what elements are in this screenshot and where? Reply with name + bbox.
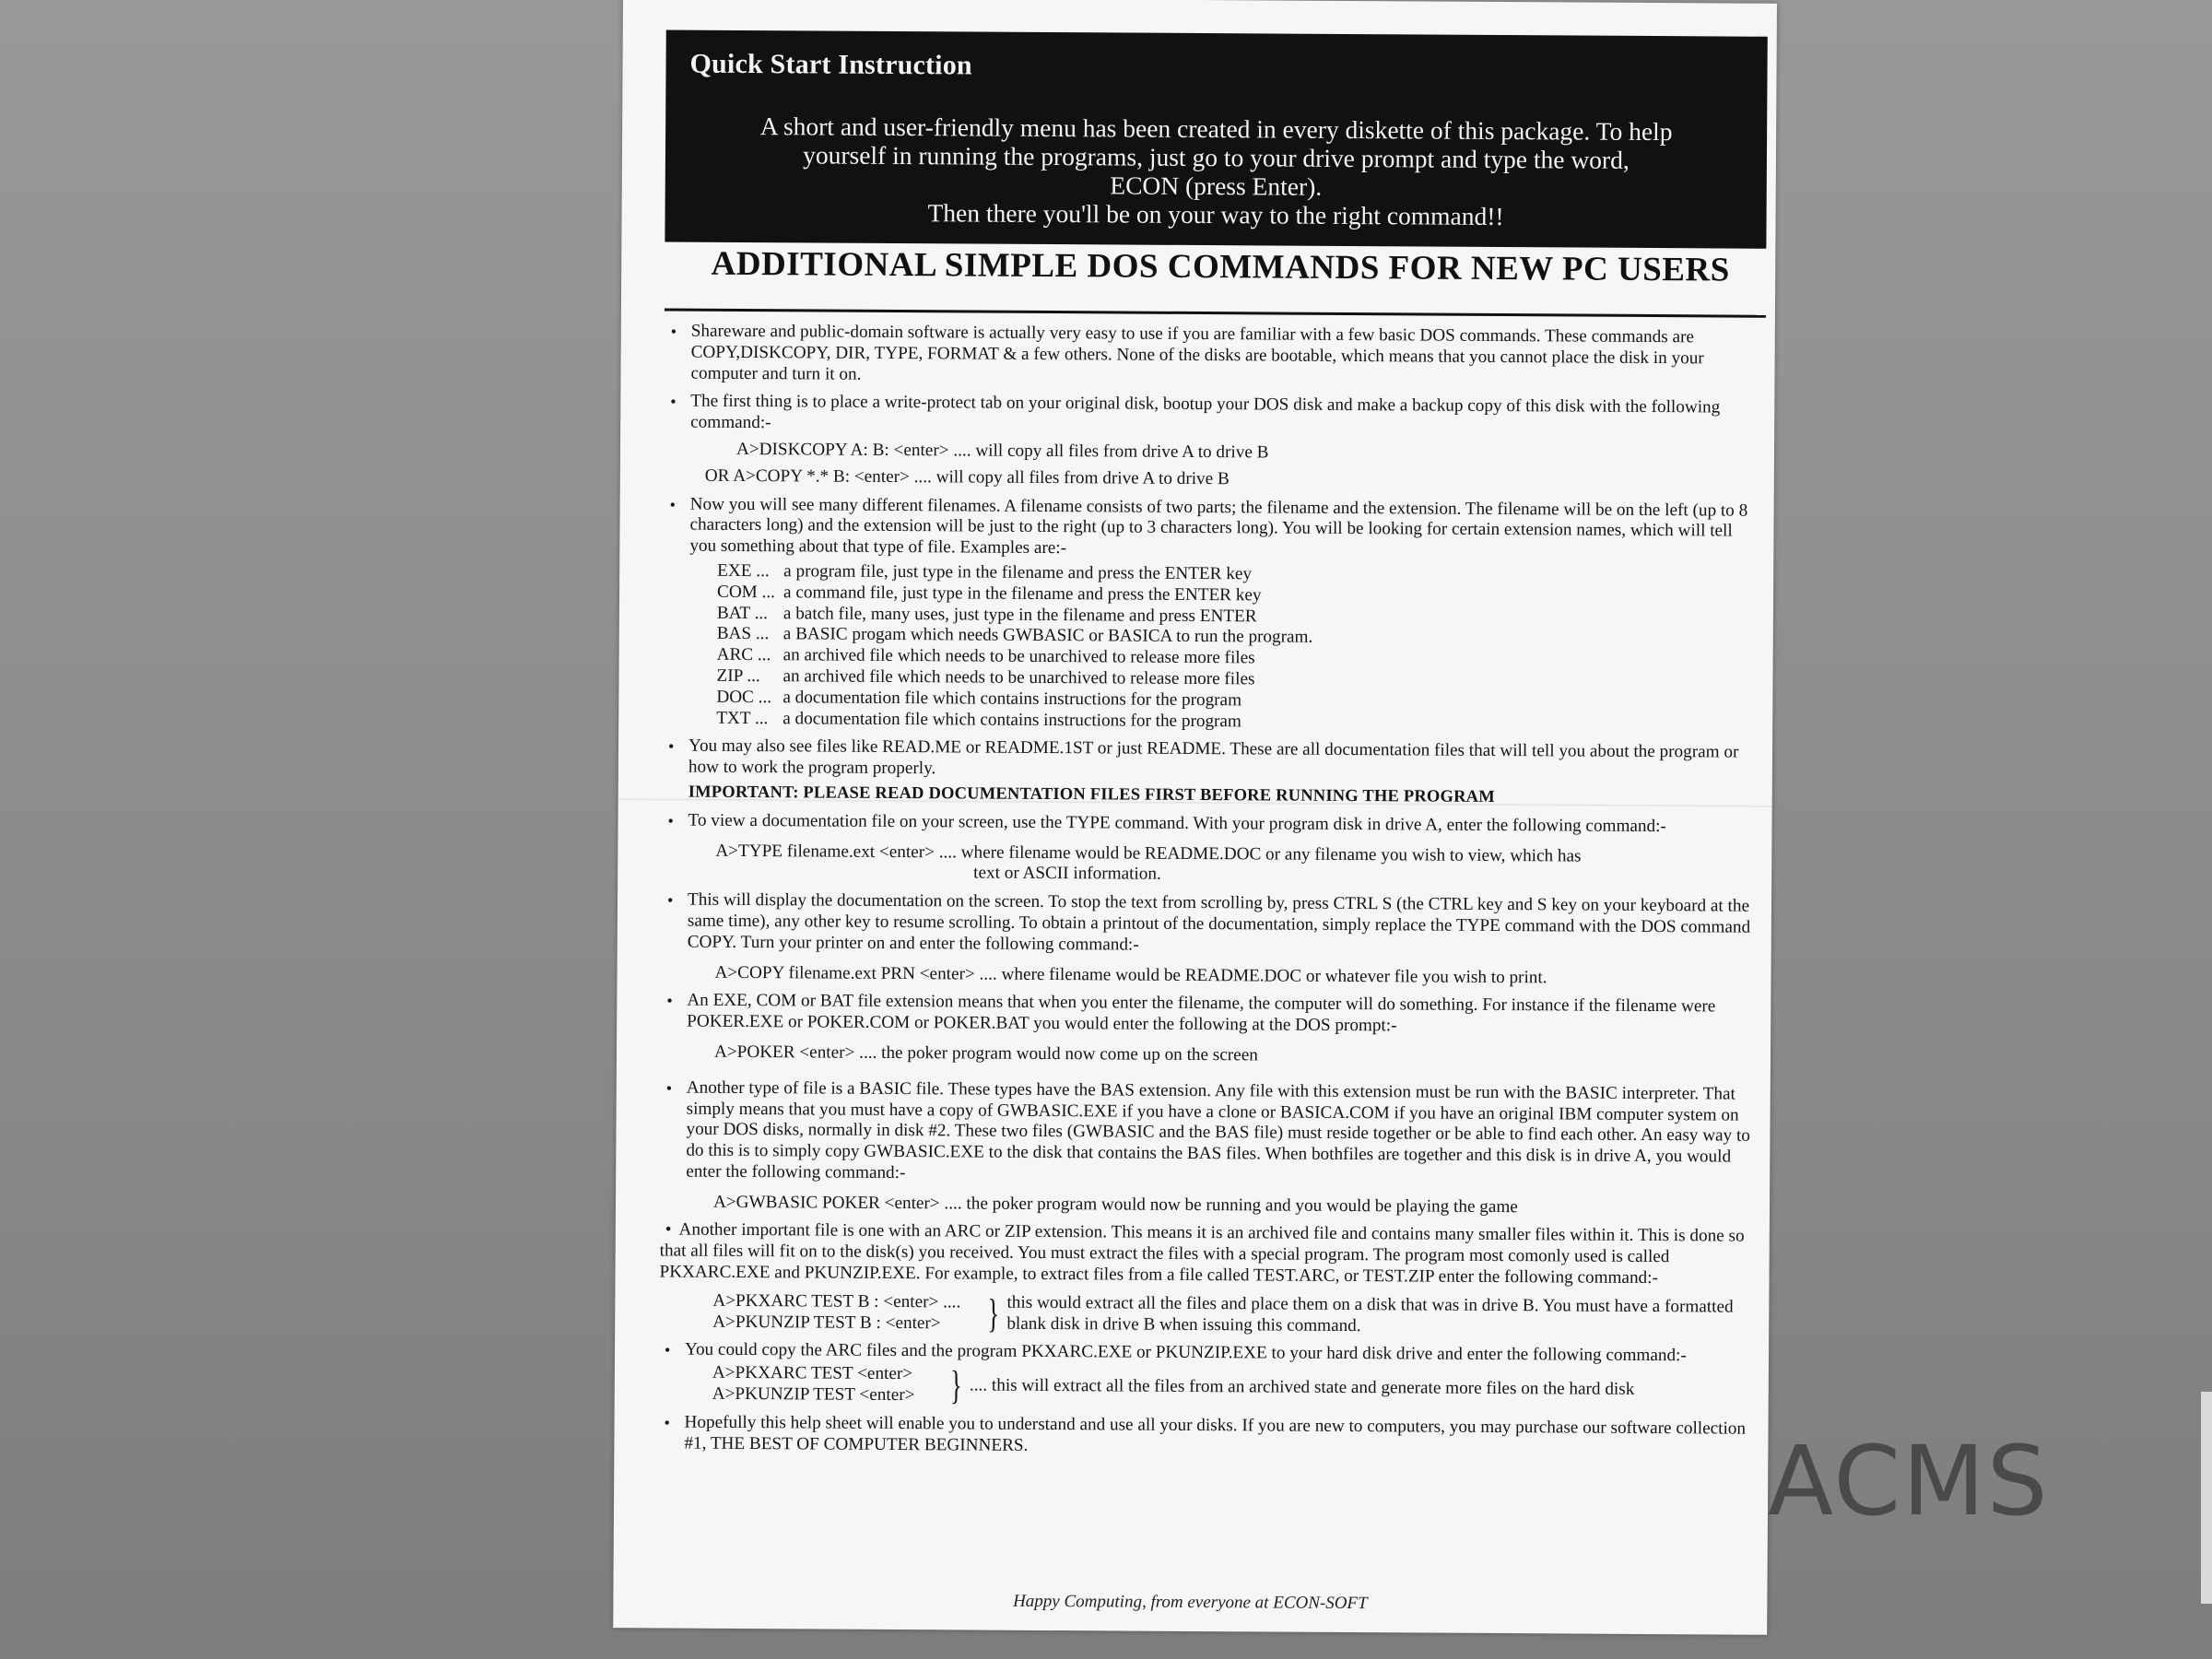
command-line: A>PKXARC TEST B : <enter> .... bbox=[712, 1290, 961, 1312]
command-line: A>TYPE filename.ext <enter> .... where filename would be README.DOC or any filename you wish to view, which has bbox=[715, 841, 1582, 866]
document-body bbox=[658, 313, 1764, 1461]
command-line: A>GWBASIC POKER <enter> .... the poker program would now be running and you would be playing the game bbox=[712, 1192, 1518, 1217]
brace-icon: } bbox=[949, 1362, 962, 1408]
banner-line: A short and user-friendly menu has been created in every diskette of this package. To help bbox=[759, 112, 1673, 147]
banner-line: yourself in running the programs, just go to your drive prompt and type the word, bbox=[803, 140, 1630, 174]
command-line: A>PKUNZIP TEST B : <enter> bbox=[712, 1312, 941, 1333]
watermark: ACMS bbox=[1768, 1425, 2050, 1537]
command-group bbox=[659, 1290, 1758, 1339]
command-line: OR A>COPY *.* B: <enter> .... will copy all files from drive A to drive B bbox=[704, 465, 1230, 488]
paragraph-text: You may also see files like READ.ME or README.1ST or just README. These are all documentation files that will tell you about the program or how to work the program properly. bbox=[688, 735, 1739, 779]
extension-name: EXE ... bbox=[717, 560, 770, 582]
command-group bbox=[659, 1363, 1758, 1412]
paragraph-text: Shareware and public-domain software is actually very easy to use if you are familiar with a few basic DOS commands. These commands are COPY,DISKCOPY, DIR, TYPE, FORMAT & a few others. None of the disks are bootable, which means that you cannot place the disk in your computer and turn it on. bbox=[690, 321, 1704, 384]
command-lines bbox=[712, 1363, 943, 1406]
quick-start-banner bbox=[665, 29, 1767, 248]
banner-body bbox=[701, 112, 1730, 232]
bullet-icon: • bbox=[665, 1219, 672, 1241]
brace-icon: } bbox=[987, 1290, 1000, 1336]
bullet-icon: • bbox=[664, 1413, 670, 1432]
paragraph-text: An EXE, COM or BAT file extension means that when you enter the filename, the computer will do something. For instance if the filename were POKER.EXE or POKER.COM or POKER.BAT you would enter the following at the DOS prompt:- bbox=[687, 990, 1716, 1036]
paragraph bbox=[665, 392, 1763, 441]
paragraph bbox=[661, 991, 1759, 1040]
extension-name: BAS ... bbox=[716, 624, 770, 644]
extension-desc: a command file, just type in the filename and press the ENTER key bbox=[783, 582, 1262, 606]
paragraph bbox=[665, 321, 1763, 391]
paragraph bbox=[664, 494, 1762, 564]
extension-name: DOC ... bbox=[716, 687, 772, 707]
footer-signoff: Happy Computing, from everyone at ECON-SOFT bbox=[1013, 1591, 1368, 1614]
bullet-icon: • bbox=[665, 1078, 673, 1098]
paragraph bbox=[658, 1412, 1757, 1461]
command-note: this would extract all the files and place them on a disk that was in drive B. You must have a formatted blank disk in drive B when issuing this command. bbox=[1006, 1292, 1734, 1335]
extension-list bbox=[663, 560, 1762, 735]
command-line-continued: text or ASCII information. bbox=[973, 863, 1161, 885]
extension-name: BAT ... bbox=[716, 603, 769, 623]
extension-desc: an archived file which needs to be unarchived to release more files bbox=[782, 645, 1255, 668]
bullet-icon: • bbox=[669, 495, 677, 514]
paragraph bbox=[662, 890, 1760, 960]
command-lines bbox=[712, 1291, 980, 1335]
bullet-icon: • bbox=[666, 890, 674, 910]
bullet-icon: • bbox=[670, 322, 677, 341]
paragraph bbox=[662, 810, 1760, 838]
command-line: A>PKUNZIP TEST <enter> bbox=[712, 1383, 915, 1406]
bullet-icon: • bbox=[666, 991, 673, 1010]
bullet-icon: • bbox=[664, 1340, 671, 1359]
extension-name: COM ... bbox=[717, 582, 776, 602]
command-line: A>COPY filename.ext PRN <enter> .... where filename would be README.DOC or whatever file you wish to print. bbox=[714, 962, 1547, 987]
instruction-sheet bbox=[613, 0, 1777, 1635]
paragraph-text: Now you will see many different filenames. A filename consists of two parts; the filename and the extension. The filename will be on the left (up to 8 characters long) and the extension will be just to the right (up to 3 characters long). You will be looking for certain extension names, which will tell you something about that type of file. Examples are:- bbox=[689, 494, 1748, 559]
banner-line: ECON (press Enter). bbox=[1110, 171, 1323, 201]
paragraph-text: To view a documentation file on your screen, use the TYPE command. With your program disk in drive A, enter the following command:- bbox=[688, 810, 1666, 836]
extension-desc: a batch file, many uses, just type in the filename and press ENTER bbox=[782, 603, 1257, 626]
paragraph bbox=[663, 736, 1761, 785]
command-line: A>PKXARC TEST <enter> bbox=[712, 1363, 913, 1384]
bullet-icon: • bbox=[670, 392, 677, 411]
page-heading: ADDITIONAL SIMPLE DOS COMMANDS FOR NEW PC USERS bbox=[711, 244, 1730, 289]
extension-desc: a BASIC progam which needs GWBASIC or BASICA to run the program. bbox=[782, 624, 1313, 648]
command-note: .... this will extract all the files from an archived state and generate more files on the hard disk bbox=[969, 1375, 1635, 1399]
paragraph-text: The first thing is to place a write-protect tab on your original disk, bootup your DOS disk and make a backup copy of this disk with the following command:- bbox=[690, 392, 1721, 433]
paragraph bbox=[660, 1077, 1759, 1189]
paragraph bbox=[659, 1220, 1758, 1290]
banner-line: Then there you'll be on your way to the right command!! bbox=[927, 198, 1504, 231]
bullet-icon: • bbox=[667, 736, 675, 756]
paragraph-text: Another type of file is a BASIC file. These types have the BAS extension. Any file with this extension must be run with the BASIC interpreter. That simply means that you must have a copy of GWBASIC.EXE if you have a clone or BASICA.COM if you have an original IBM computer system on your DOS disks, normally in disk #2. These two files (GWBASIC and the BAS file) must reside together or be able to find each other. An easy way to do this is to simply copy GWBASIC.EXE to the disk that contains the BAS files. When bothfiles are together and this disk is in drive A, you would enter the following command:- bbox=[686, 1077, 1750, 1182]
command-line: A>POKER <enter> .... the poker program would now come up on the screen bbox=[713, 1041, 1258, 1065]
extension-desc: an archived file which needs to be unarchived to release more files bbox=[782, 666, 1255, 689]
extension-name: ZIP ... bbox=[716, 665, 760, 687]
extension-desc: a documentation file which contains instructions for the program bbox=[782, 687, 1242, 711]
paragraph-text: You could copy the ARC files and the program PKXARC.EXE or PKUNZIP.EXE to your hard disk drive and enter the following command:- bbox=[684, 1340, 1687, 1366]
command-line: A>DISKCOPY A: B: <enter> .... will copy all files from drive A to drive B bbox=[735, 439, 1269, 463]
paragraph-text: Hopefully this help sheet will enable you to understand and use all your disks. If you are new to computers, you may purchase our software collection #1, THE BEST OF COMPUTER BEGINNERS. bbox=[684, 1412, 1747, 1455]
extension-name: ARC ... bbox=[716, 644, 771, 665]
paragraph-text: This will display the documentation on the screen. To stop the text from scrolling by, press CTRL S (the CTRL key and S key on your keyboard at the same time), any other key to resume scrolling. To obtain a printout of the documentation, simply replace the TYPE command with the DOS command COPY. Turn your printer on and enter the following command:- bbox=[687, 889, 1751, 955]
extension-desc: a documentation file which contains instructions for the program bbox=[782, 708, 1241, 731]
extension-name: TXT ... bbox=[716, 708, 769, 728]
paragraph-text: Another important file is one with an ARC or ZIP extension. This means it is an archived file and contains many smaller files within it. This is done so that all files will fit on to the disk(s) you received. You must extract the files with a special program. The program most comonly used is called PKXARC.EXE and PKUNZIP.EXE. For example, to extract files from a file called TEST.ARC, or TEST.ZIP enter the following command:- bbox=[659, 1220, 1745, 1288]
important-notice: IMPORTANT: PLEASE READ DOCUMENTATION FILES FIRST BEFORE RUNNING THE PROGRAM bbox=[688, 782, 1495, 806]
bullet-icon: • bbox=[667, 811, 674, 830]
banner-title: Quick Start Instruction bbox=[689, 48, 972, 81]
extension-desc: a program file, just type in the filename and press the ENTER key bbox=[783, 561, 1253, 584]
page-edge bbox=[2201, 1392, 2212, 1604]
